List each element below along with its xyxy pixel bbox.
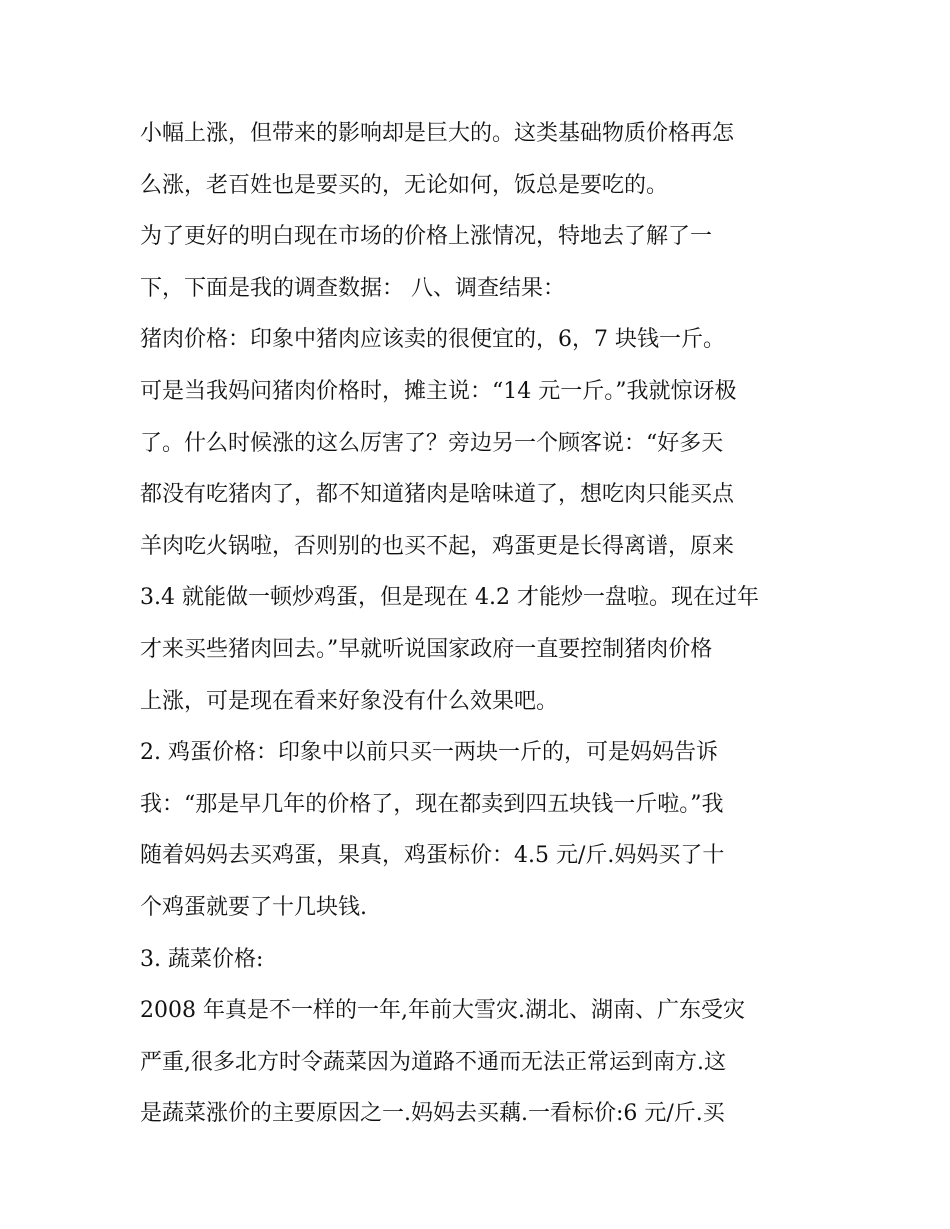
- text-line: 2008 年真是不一样的一年,年前大雪灾.湖北、湖南、广东受灾: [140, 998, 745, 1024]
- text-line: 为了更好的明白现在市场的价格上涨情况，特地去了解了一: [140, 224, 713, 250]
- body-text: [140, 108, 830, 1140]
- text-line: 随着妈妈去买鸡蛋，果真，鸡蛋标价：4.5 元/斤.妈妈买了十: [140, 843, 725, 869]
- text-line: 2. 鸡蛋价格：印象中以前只买一两块一斤的，可是妈妈告诉: [140, 740, 718, 766]
- text-line: 个鸡蛋就要了十几块钱.: [140, 894, 367, 920]
- text-line: 3. 蔬菜价格:: [140, 946, 264, 972]
- text-line: 上涨，可是现在看来好象没有什么效果吧。: [140, 688, 559, 714]
- text-line: 是蔬菜涨价的主要原因之一.妈妈去买藕.一看标价:6 元/斤.买: [140, 1101, 725, 1127]
- text-line: 羊肉吃火锅啦，否则别的也买不起，鸡蛋更是长得离谱，原来: [140, 533, 735, 559]
- text-line: 可是当我妈问猪肉价格时，摊主说：“14 元一斤。”我就惊讶极: [140, 378, 737, 404]
- text-line: 小幅上涨，但带来的影响却是巨大的。这类基础物质价格再怎: [140, 121, 735, 146]
- text-line: 都没有吃猪肉了，都不知道猪肉是啥味道了，想吃肉只能买点: [140, 482, 735, 508]
- text-line: 么涨，老百姓也是要买的，无论如何，饭总是要吃的。: [140, 172, 669, 198]
- text-line: 严重,很多北方时令蔬菜因为道路不通而无法正常运到南方.这: [140, 1049, 726, 1075]
- text-line: 3.4 就能做一顿炒鸡蛋，但是现在 4.2 才能炒一盘啦。现在过年: [140, 585, 759, 611]
- text-line: 了。什么时候涨的这么厉害了？旁边另一个顾客说：“好多天: [140, 430, 724, 456]
- text-line: 我：“那是早几年的价格了，现在都卖到四五块钱一斤啦。”我: [140, 791, 724, 817]
- text-line: 下，下面是我的调查数据： 八、调查结果：: [140, 275, 565, 301]
- text-line: 才来买些猪肉回去。”早就听说国家政府一直要控制猪肉价格: [140, 636, 713, 662]
- text-line: 猪肉价格：印象中猪肉应该卖的很便宜的，6，7 块钱一斤。: [140, 327, 725, 353]
